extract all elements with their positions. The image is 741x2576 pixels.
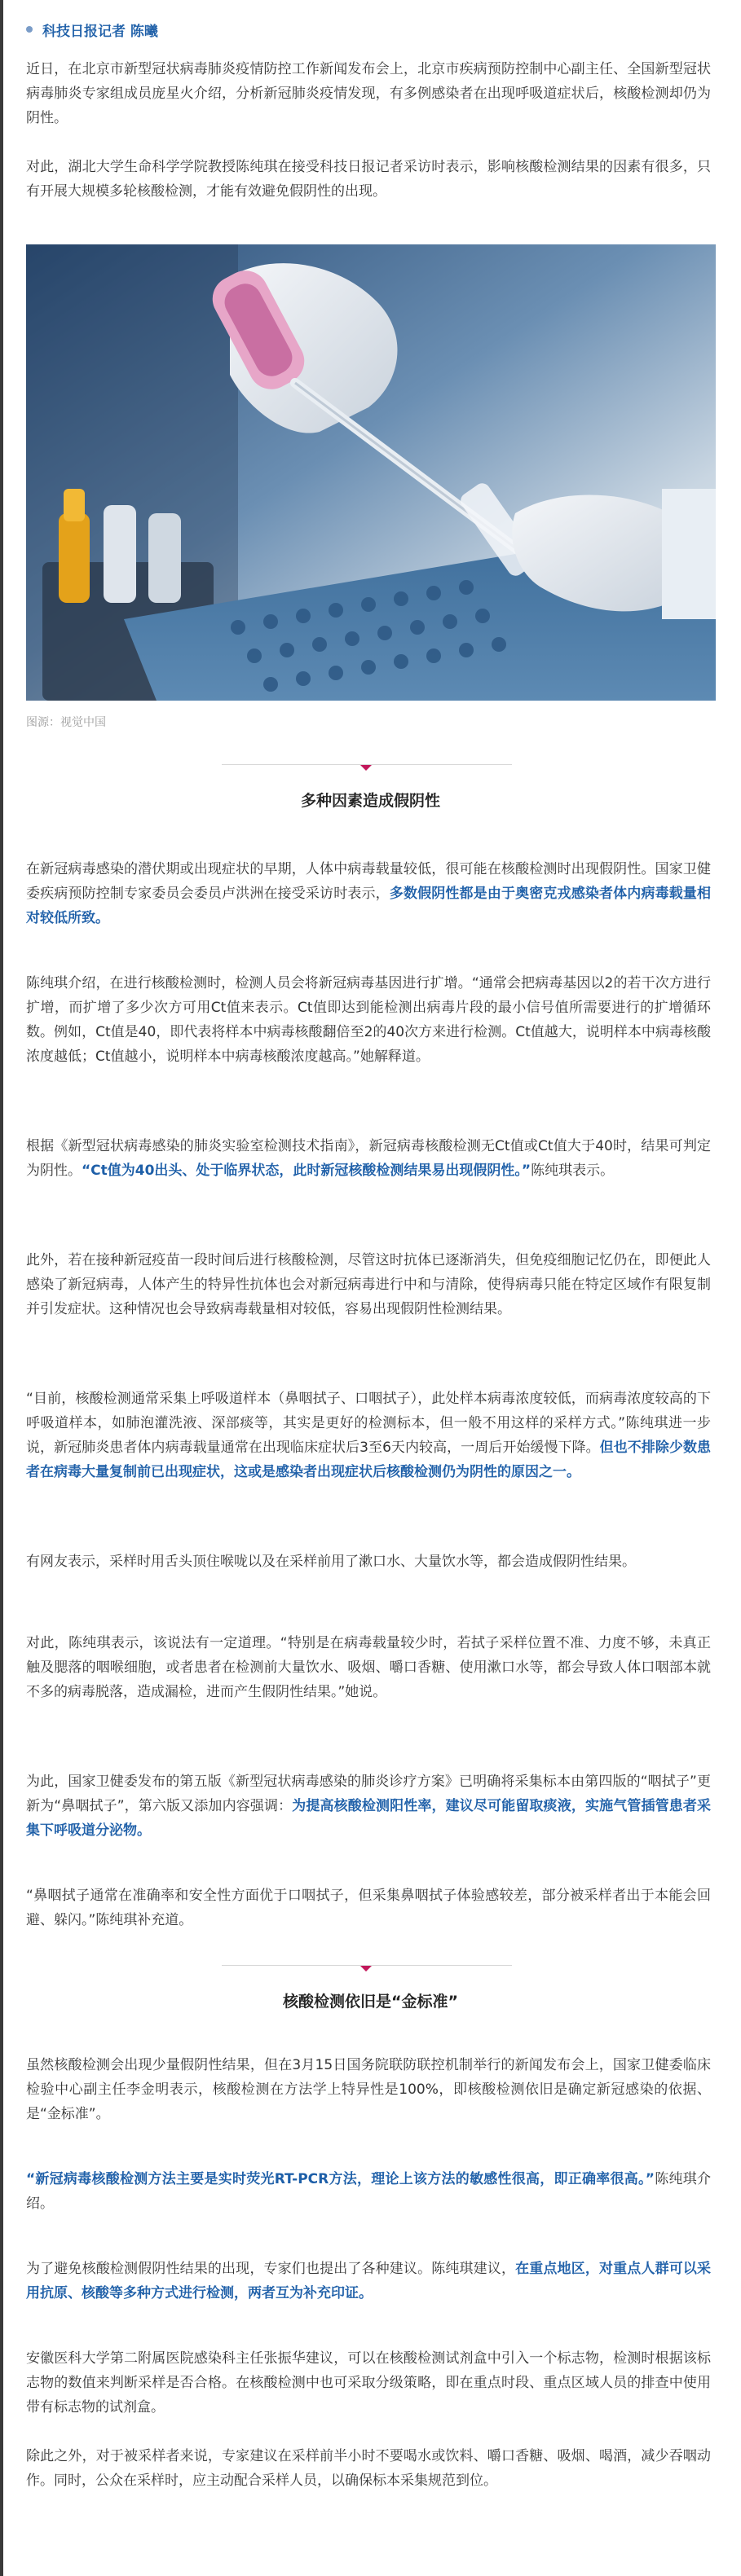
highlight-text: 在重点地区，对重点人群可以采用抗原、核酸等多种方式进行检测，两者互为补充印证。 — [26, 2261, 712, 2301]
highlight-text: “Ct值为40出头、处于临界状态，此时新冠核酸检测结果易出现假阴性。” — [82, 1163, 531, 1179]
highlight-text: 为提高核酸检测阳性率，建议尽可能留取痰液，实施气管插管患者采集下呼吸道分泌物。 — [26, 1798, 711, 1839]
triangle-marker-icon — [360, 1966, 372, 1972]
section-title: 核酸检测依旧是“金标准” — [283, 1993, 458, 2011]
photo-caption: 图源：视觉中国 — [26, 716, 106, 729]
paragraph: 此外，若在接种新冠疫苗一段时间后进行核酸检测，尽管这时抗体已逐渐消失，但免疫细胞记忆仍在，即便此人感染了新冠病毒，人体产生的特异性抗体也会对新冠病毒进行中和与清除，使得病毒只能在特定区域作有限复制并引发症状。这种情况也会导致病毒载量相对较低，容易出现假阴性检测结果。 — [26, 1252, 711, 1317]
paragraph: 为此，国家卫健委发布的第五版《新型冠状病毒感染的肺炎诊疗方案》已明确将采集标本由第四版的“咽拭子”更新为“鼻咽拭子”，第六版又添加内容强调：为提高核酸检测阳性率，建议尽可能留取痰液，实施气管插管患者采集下呼吸道分泌物。 — [26, 1774, 711, 1839]
paragraph: “新冠病毒核酸检测方法主要是实时荧光RT-PCR方法，理论上该方法的敏感性很高，即正确率很高。”陈纯琪介绍。 — [26, 2171, 711, 2212]
paragraph: 有网友表示，采样时用舌头顶住喉咙以及在采样前用了漱口水、大量饮水等，都会造成假阴性结果。 — [26, 1554, 636, 1570]
highlight-text: 多数假阴性都是由于奥密克戎感染者体内病毒载量相对较低所致。 — [26, 886, 712, 926]
paragraph: “目前，核酸检测通常采集上呼吸道样本（鼻咽拭子、口咽拭子），此处样本病毒浓度较低，而病毒浓度较高的下呼吸道样本，如肺泡灌洗液、深部痰等，其实是更好的检测标本，但一般不用这样的采样方式。”陈纯琪进一步说，新冠肺炎患者体内病毒载量通常在出现临床症状后3至6天内较高，一周后开始缓慢下降。但也不排除少数患者在病毒大量复制前已出现症状，这或是感染者出现症状后核酸检测仍为阴性的原因之一。 — [26, 1391, 711, 1480]
paragraph: 对此，陈纯琪表示，该说法有一定道理。“特别是在病毒载量较少时，若拭子采样位置不准、力度不够，未真正触及腮落的咽喉细胞，或者患者在检测前大量饮水、吸烟、嚼口香糖、使用漱口水等，都会导致人体口咽部本就不多的病毒脱落，造成漏检，进而产生假阴性结果。”她说。 — [26, 1635, 711, 1700]
reporter-byline — [26, 18, 158, 41]
section-heading-1 — [0, 764, 741, 821]
paragraph: 除此之外，对于被采样者来说，专家建议在采样前半小时不要喝水或饮料、嚼口香糖、吸烟、喝酒，减少吞咽动作。同时，公众在采样时，应主动配合采样人员，以确保标本采集规范到位。 — [26, 2448, 711, 2489]
paragraph: 陈纯琪介绍，在进行核酸检测时，检测人员会将新冠病毒基因进行扩增。“通常会把病毒基因以2的若干次方进行扩增，而扩增了多少次方可用Ct值来表示。Ct值即达到能检测出病毒片段的最小信号值所需要进行的扩增循环数。例如，Ct值是40，即代表将样本中病毒核酸翻倍至2的40次方来进行检测。Ct值越大，说明样本中病毒核酸浓度越低；Ct值越小，说明样本中病毒核酸浓度越高。”她解释道。 — [26, 975, 711, 1065]
bullet-dot-icon — [26, 26, 33, 33]
paragraph: 根据《新型冠状病毒感染的肺炎实验室检测技术指南》，新冠病毒核酸检测无Ct值或Ct值大于40时，结果可判定为阴性。“Ct值为40出头、处于临界状态，此时新冠核酸检测结果易出现假阴性。”陈纯琪表示。 — [26, 1138, 711, 1179]
paragraph: 虽然核酸检测会出现少量假阴性结果，但在3月15日国务院联防联控机制举行的新闻发布会上，国家卫健委临床检验中心副主任李金明表示，核酸检测在方法学上特异性是100%，即核酸检测依旧是确定新冠感染的依据、是“金标准”。 — [26, 2057, 711, 2122]
paragraph: 在新冠病毒感染的潜伏期或出现症状的早期，人体中病毒载量较低，很可能在核酸检测时出现假阴性。国家卫健委疾病预防控制专家委员会委员卢洪洲在接受采访时表示，多数假阴性都是由于奥密克戎感染者体内病毒载量相对较低所致。 — [26, 861, 712, 926]
left-border — [0, 0, 3, 2576]
section-title: 多种因素造成假阴性 — [300, 792, 440, 810]
paragraph: 安徽医科大学第二附属医院感染科主任张振华建议，可以在核酸检测试剂盒中引入一个标志物，检测时根据该标志物的数值来判断采样是否合格。在核酸检测中也可采取分级策略，即在重点时段、重点区域人员的排查中使用带有标志物的试剂盒。 — [26, 2350, 711, 2416]
triangle-marker-icon — [360, 765, 372, 771]
lab-photo — [26, 244, 716, 701]
highlight-text: “新冠病毒核酸检测方法主要是实时荧光RT-PCR方法，理论上该方法的敏感性很高，即正确率很高。” — [26, 2171, 655, 2187]
intro-paragraph-2: 对此，湖北大学生命科学学院教授陈纯琪在接受科技日报记者采访时表示，影响核酸检测结果的因素有很多，只有开展大规模多轮核酸检测，才能有效避免假阴性的出现。 — [26, 159, 711, 200]
paragraph: “鼻咽拭子通常在准确率和安全性方面优于口咽拭子，但采集鼻咽拭子体验感较差，部分被采样者出于本能会回避、躲闪。”陈纯琪补充道。 — [26, 1888, 711, 1928]
highlight-text: 但也不排除少数患者在病毒大量复制前已出现症状，这或是感染者出现症状后核酸检测仍为阴性的原因之一。 — [26, 1440, 711, 1480]
byline-text: 科技日报记者 陈曦 — [42, 23, 158, 40]
section-heading-2 — [0, 1965, 741, 2022]
paragraph: 为了避免核酸检测假阴性结果的出现，专家们也提出了各种建议。陈纯琪建议，在重点地区，对重点人群可以采用抗原、核酸等多种方式进行检测，两者互为补充印证。 — [26, 2261, 712, 2301]
intro-paragraph-1: 近日，在北京市新型冠状病毒肺炎疫情防控工作新闻发布会上，北京市疾病预防控制中心副主任、全国新型冠状病毒肺炎专家组成员庞星火介绍，分析新冠肺炎疫情发现，有多例感染者在出现呼吸道症状后，核酸检测却仍为阴性。 — [26, 61, 711, 126]
